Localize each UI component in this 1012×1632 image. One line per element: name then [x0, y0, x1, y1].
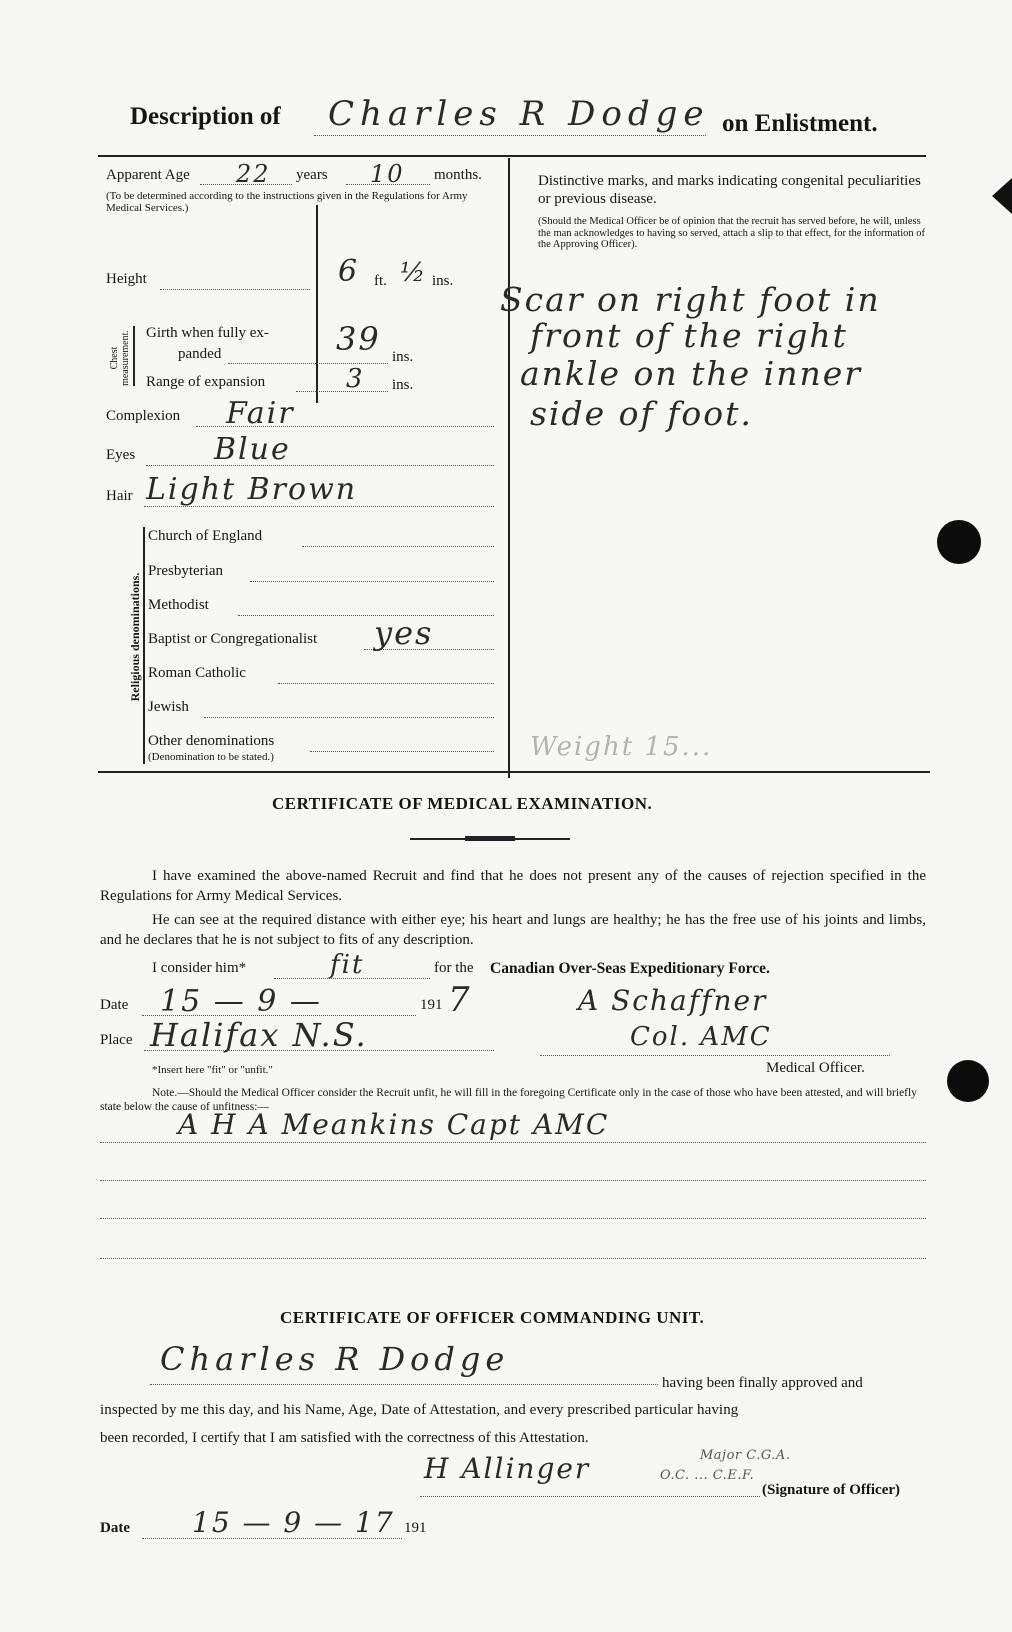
chest-side-label: Chest measurement. [109, 330, 131, 386]
ft-label: ft. [374, 273, 387, 289]
religion-methodist: Methodist [148, 597, 209, 613]
officer-signature-line [420, 1496, 760, 1497]
header-name: Charles R Dodge [328, 94, 710, 134]
months-label: months. [434, 167, 482, 183]
hair-label: Hair [106, 488, 133, 504]
unfit-note-line-value: A H A Meankins Capt AMC [178, 1108, 610, 1141]
header-name-line [314, 135, 706, 136]
medical-officer-label: Medical Officer. [766, 1060, 865, 1076]
complexion-label: Complexion [106, 408, 181, 424]
unfit-note: Note.—Should the Medical Officer consider the Recruit unfit, he will fill in the foregoing Certificate only in the case of those who have been attested, and will briefly state below the cause of unfitness:— [100, 1087, 917, 1113]
baptist-value: yes [374, 614, 434, 652]
medical-title: CERTIFICATE OF MEDICAL EXAMINATION. [272, 794, 653, 813]
officer-text-3: been recorded, I certify that I am satisfied with the correctness of this Attestation. [100, 1430, 589, 1446]
height-ins-value: ½ [400, 258, 428, 288]
officer-date-year: 191 [404, 1520, 427, 1536]
date-year-prefix: 191 [420, 997, 443, 1013]
eyes-label: Eyes [106, 447, 136, 463]
header-prefix: Description of [130, 103, 281, 130]
age-label: Apparent Age [106, 167, 190, 183]
girth-value: 39 [336, 320, 381, 358]
medical-para-1: I have examined the above-named Recruit and find that he does not present any of the causes of rejection specified in the Regulations for Army Medical Services. [100, 868, 926, 904]
eyes-value: Blue [214, 432, 291, 467]
age-years-line [200, 184, 292, 185]
officer-date-value: 15 — 9 — 17 [192, 1506, 395, 1539]
religion-bracket [143, 527, 145, 764]
years-label: years [296, 167, 328, 183]
consider-suffix-2: Canadian Over-Seas Expeditionary Force. [490, 960, 770, 977]
religion-methodist-line [238, 615, 494, 616]
officer-date-label: Date [100, 1520, 130, 1536]
complexion-value: Fair [226, 396, 295, 431]
ins-label: ins. [432, 273, 454, 289]
religion-presbyterian-line [250, 581, 494, 582]
punch-hole-lower [947, 1060, 989, 1102]
consider-label: I consider him* [152, 960, 247, 976]
marks-line-1: Scar on right foot in [500, 280, 881, 319]
religion-jewish-line [204, 717, 494, 718]
center-divider [508, 158, 510, 778]
punch-hole-upper [937, 520, 981, 564]
age-note: (To be determined according to the instructions given in the Regulations for Army Medical Services.) [106, 190, 468, 214]
medical-signature-2: Col. AMC [630, 1022, 772, 1052]
unfit-line-3 [100, 1218, 926, 1219]
officer-name-line [150, 1384, 658, 1385]
officer-text-2: inspected by me this day, and his Name, Age, Date of Attestation, and every prescribed particular having [100, 1402, 739, 1418]
insert-note: *Insert here "fit" or "unfit." [152, 1064, 273, 1076]
officer-signature: H Allinger [424, 1452, 591, 1485]
unfit-line-2 [100, 1180, 926, 1181]
consider-suffix-1: for the [434, 960, 474, 976]
date-label: Date [100, 997, 129, 1013]
age-months-value: 10 [370, 160, 405, 188]
page-edge-tab [992, 178, 1012, 214]
place-label: Place [100, 1032, 133, 1048]
marks-line-4: side of foot. [530, 394, 753, 433]
officer-sig-rank-1: Major C.G.A. [700, 1448, 791, 1463]
medical-para-2: He can see at the required distance with either eye; his heart and lungs are healthy; he has the free use of his joints and limbs, and he declares that he is not subject to fits of any description. [100, 912, 926, 948]
officer-text-1: having been finally approved and [662, 1375, 863, 1391]
religion-roman-catholic: Roman Catholic [148, 665, 246, 681]
officer-title: CERTIFICATE OF OFFICER COMMANDING UNIT. [280, 1308, 705, 1327]
left-inner-divider [316, 205, 318, 403]
religion-rc-line [278, 683, 494, 684]
officer-name-value: Charles R Dodge [160, 1340, 510, 1378]
medical-signature-line [540, 1055, 890, 1056]
range-line [296, 391, 388, 392]
unfit-line-4 [100, 1258, 926, 1259]
place-value: Halifax N.S. [150, 1016, 368, 1054]
range-unit: ins. [392, 377, 414, 393]
age-months-line [346, 184, 430, 185]
signature-of-officer-label: (Signature of Officer) [762, 1482, 901, 1498]
top-rule [98, 155, 926, 157]
religion-baptist: Baptist or Congregationalist [148, 631, 318, 647]
marks-title: Distinctive marks, and marks indicating congenital peculiarities or previous disease. [538, 173, 921, 207]
denomination-note: (Denomination to be stated.) [148, 751, 274, 763]
girth-label-2: panded [178, 346, 222, 362]
religion-church-line [302, 546, 494, 547]
religion-church-of-england: Church of England [148, 528, 263, 544]
unfit-line-1 [100, 1142, 926, 1143]
religion-side-label: Religious denominations. [128, 572, 142, 702]
girth-unit: ins. [392, 349, 414, 365]
marks-line-3: ankle on the inner [520, 354, 863, 393]
religion-other-line [310, 751, 494, 752]
marks-note: (Should the Medical Officer be of opinion that the recruit has served before, he will, unless the man acknowledges to having so served, attach a slip to that effect, for the information of the Approving Officer). [538, 216, 926, 250]
range-value: 3 [346, 364, 365, 394]
officer-sig-rank-2: O.C. ... C.E.F. [660, 1468, 755, 1483]
religion-other: Other denominations [148, 733, 275, 749]
religion-jewish: Jewish [148, 699, 189, 715]
height-label: Height [106, 271, 147, 287]
date-value: 15 — 9 — [160, 984, 322, 1019]
religion-presbyterian: Presbyterian [148, 563, 223, 579]
range-label: Range of expansion [146, 374, 266, 390]
medical-title-rule-accent [465, 836, 515, 841]
age-years-value: 22 [236, 160, 271, 188]
height-line [160, 289, 310, 290]
eyes-line [146, 465, 494, 466]
faint-stamp: Weight 15... [530, 732, 713, 762]
height-ft-value: 6 [338, 254, 360, 289]
date-year-digit: 7 [448, 980, 472, 1020]
marks-line-2: front of the right [530, 316, 848, 355]
header-suffix: on Enlistment. [722, 110, 878, 137]
girth-label-1: Girth when fully ex- [146, 325, 269, 341]
medical-divider [98, 771, 930, 773]
consider-value: fit [330, 950, 365, 980]
chest-bracket [133, 326, 135, 386]
hair-value: Light Brown [146, 472, 358, 507]
medical-signature-1: A Schaffner [578, 984, 768, 1017]
